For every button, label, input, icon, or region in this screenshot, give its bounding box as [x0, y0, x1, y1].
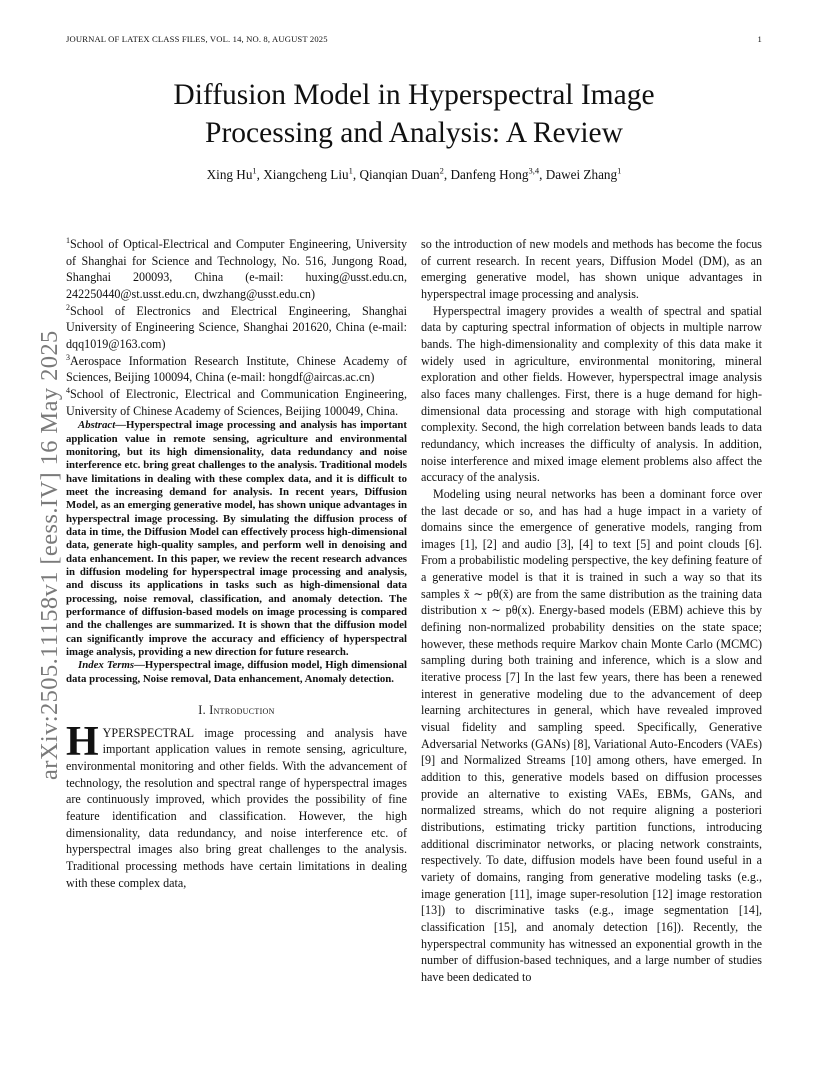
- abstract-label: Abstract: [78, 419, 116, 432]
- intro-text: image processing and analysis have important application values in remote sensing, agriculture, environmental monitoring and other fields. With the advancement of technology, the resolution and spectral range of hyperspectral images are continuously improved, which provides the possibility of fine feature identification and classification. However, the high dimensionality, data redundancy, and noise interference etc. of hyperspectral images also bring great challenges to the analysis. Traditional processing methods have certain limitations in dealing with these complex data,: [66, 725, 407, 890]
- paper-title: [100, 76, 728, 152]
- affiliation: $^4$School of Electronic, Electrical and Communication Engineering, University of Chinese Academy of Sciences, Beijing 100049, China.: [66, 385, 407, 418]
- abstract: [66, 419, 407, 659]
- abstract-text: —Hyperspectral image processing and analysis has important application value in remote sensing, agriculture and environmental monitoring, but its high dimensionality, data redundancy and noise interference etc. bring great challenges to the analysis. Traditional models have limitations in dealing with these complex data, and it is difficult to meet the increasing demand for analysis. In recent years, Diffusion Model, as an emerging generative model, has shown unique advantages in hyperspectral image processing. By simulating the diffusion process of data in time, the Diffusion Model can effectively process high-dimensional data, generate high-quality samples, and perform well in denoising and data enhancement. In this paper, we review the recent research advances in diffusion modeling for hyperspectral image processing and analysis, and discuss its applications in tasks such as high-dimensional data processing, noise removal, classification, and anomaly detection. The performance of diffusion-based models on image processing is compared and the challenges are summarized. It is shown that the diffusion model can significantly improve the accuracy and efficiency of hyperspectral image analysis, providing a new direction for future research.: [66, 419, 407, 659]
- affiliation: $^3$Aerospace Information Research Institute, Chinese Academy of Sciences, Beijing 100094, China (e-mail: hongdf@aircas.ac.cn): [66, 352, 407, 385]
- author: Xing Hu$^1$,: [206, 165, 264, 182]
- right-column: [421, 236, 762, 986]
- author: Dawei Zhang$^1$: [545, 165, 622, 182]
- intro-lead: YPERSPECTRAL: [102, 725, 194, 740]
- body-paragraph: Hyperspectral imagery provides a wealth of spectral and spatial data by capturing spectral information of objects in multiple narrow bands. The high-dimensionality and complexity of this data make it widely used in agriculture, environmental monitoring, mineral exploration and other fields. However, hyperspectral image analysis also faces many challenges. First, there is a huge demand for high-dimensional data processing and storage with high computational complexity. Second, the high correlation between bands leads to data redundancy, which increases the difficulty of analysis. In addition, noise interference and mixed image element problems also affect the accuracy of the analysis.: [421, 303, 762, 485]
- section-heading: [66, 702, 407, 719]
- affiliations: [66, 236, 407, 419]
- page-number: 1: [757, 34, 762, 44]
- body-paragraph: Modeling using neural networks has been a dominant force over the last decade or so, and has had a huge impact in a variety of domains since the emergence of generative models, ranging from images [1], [2] and audio [3], [4] to text [5] and point clouds [6]. From a probabilistic modeling perspective, the key defining feature of a generative model is that it is trained in such a way so that its samples x̃ ∼ pθ(x̃) are from the same distribution as the training data distribution x ∼ pθ(x). Energy-based models (EBM) achieve this by defining non-normalized probability densities on the state space; however, these methods require Markov chain Monte Carlo (MCMC) sampling during both training and inference, which is a slow and iterative process [7] In the last few years, there has been a renewed interest in generative modeling due to the advancement of deep learning architectures in general, which have revealed improved visual fidelity and sampling speed. Specifically, Generative Adversarial Networks (GANs) [8], Variational Auto-Encoders (VAEs) [9] and Normalized Streams [10] among others, have emerged. In addition to this, generative models based on diffusion processes provide an alternative to existing VAEs, EBMs, GANs, and normalized streams, which do not require aligning a posteriori distributions, estimating tricky partition functions, introducing additional discriminator networks, or placing network constraints, respectively. To date, diffusion models have been found useful in a variety of domains, ranging from generative modeling tasks (e.g., image generation [11], image super-resolution [12] image restoration [13]) to discriminative tasks (e.g., image segmentation [14], classification [15], and anomaly detection [16]). Recently, the hyperspectral community has witnessed an exponential growth in the number of diffusion-based techniques, and a large number of studies have been dedicated to: [421, 486, 762, 984]
- body-paragraph: so the introduction of new models and methods has become the focus of current research. In recent years, Diffusion Model (DM), as an emerging generative model, has shown unique advantages in hyperspectral image processing and analysis.: [421, 237, 762, 301]
- affiliation: $^1$School of Optical-Electrical and Computer Engineering, University of Shanghai for Science and Technology, No. 516, Jungong Road, Shanghai 200093, China (e-mail: huxing@usst.edu.cn, 242250440@st.usst.edu.cn, dwzhang@usst.edu.cn): [66, 235, 407, 301]
- affiliation: $^2$School of Electronics and Electrical Engineering, Shanghai University of Engineering Science, Shanghai 201620, China (e-mail: dqq1019@163.com): [66, 302, 407, 351]
- index-terms-label: Index Terms: [78, 659, 135, 672]
- section-number: I.: [198, 703, 206, 718]
- journal-header: JOURNAL OF LATEX CLASS FILES, VOL. 14, NO. 8, AUGUST 2025: [66, 34, 328, 44]
- left-column: [66, 236, 407, 891]
- title-line-1: Diffusion Model in Hyperspectral Image: [173, 79, 655, 111]
- author-list: [100, 167, 728, 183]
- title-line-2: Processing and Analysis: A Review: [205, 117, 623, 149]
- running-header: [66, 34, 762, 44]
- drop-cap: H: [66, 718, 99, 765]
- author: Danfeng Hong$^{3,4}$,: [450, 165, 546, 182]
- author: Xiangcheng Liu$^1$,: [263, 165, 360, 182]
- index-terms-text: —Hyperspectral image, diffusion model, High dimensional data processing, Noise removal, Data enhancement, Anomaly detection.: [66, 659, 407, 685]
- intro-paragraph: [66, 718, 407, 892]
- arxiv-identifier: arXiv:2505.11158v1 [eess.IV] 16 May 2025: [36, 330, 63, 780]
- section-title: Introduction: [209, 703, 275, 718]
- author: Qianqian Duan$^2$,: [359, 165, 451, 182]
- index-terms: [66, 659, 407, 686]
